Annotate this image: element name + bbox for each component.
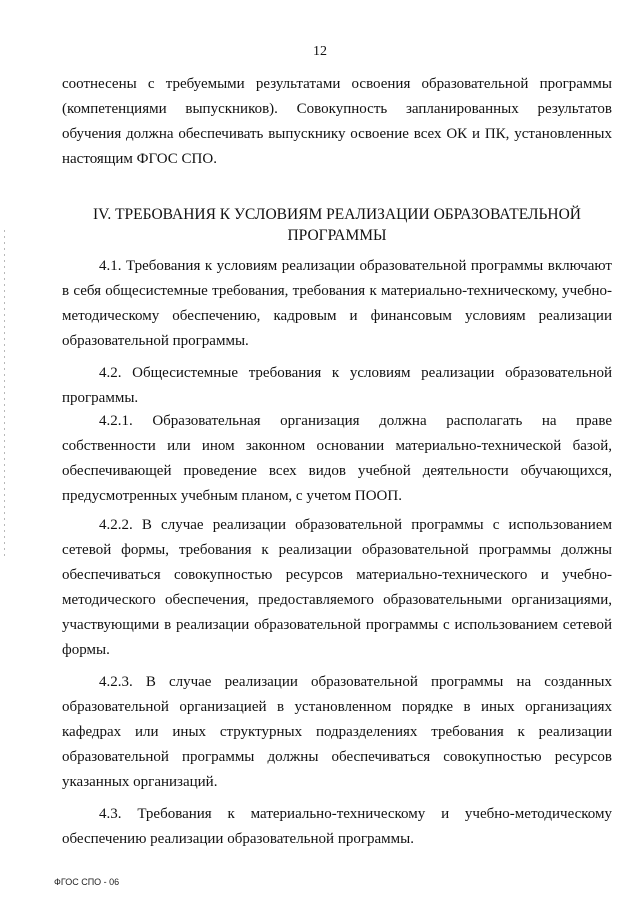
section-heading-line-2: ПРОГРАММЫ bbox=[287, 227, 387, 244]
paragraph-4-2: 4.2. Общесистемные требования к условиям реализации образовательной программы. bbox=[62, 365, 612, 406]
paragraph-4-2-3: 4.2.3. В случае реализации образовательной программы на созданных образовательной организацией в установленном порядке в иных организациях кафедрах или иных структурных подразделениях требования к реализации образовательной программы должны обеспечиваться совокупностью ресурсов указанных организаций. bbox=[62, 674, 612, 790]
paragraph-4-2-2: 4.2.2. В случае реализации образовательной программы с использованием сетевой формы, требования к реализации образовательной программы должны обеспечиваться совокупностью ресурсов материально-технического и учебно-методического обеспечения, предоставляемого образовательными организациями, участвующими в реализации образовательной программы с использованием сетевой формы. bbox=[62, 517, 612, 658]
scan-edge-mark bbox=[4, 230, 5, 560]
paragraph-4-2-1: 4.2.1. Образовательная организация должна располагать на праве собственности или ином законном основании материально-технической базой, обеспечивающей проведение всех видов учебной деятельности обучающихся, предусмотренных учебным планом, с учетом ПООП. bbox=[62, 413, 612, 504]
page-number: 12 bbox=[313, 44, 327, 59]
section-heading-line-1: IV. ТРЕБОВАНИЯ К УСЛОВИЯМ РЕАЛИЗАЦИИ ОБРАЗОВАТЕЛЬНОЙ bbox=[92, 206, 581, 223]
paragraph-intro: соотнесены с требуемыми результатами освоения образовательной программы (компетенциями выпускников). Совокупность запланированных результатов обучения должна обеспечивать выпускнику освоение всех ОК и ПК, установленных настоящим ФГОС СПО. bbox=[62, 76, 612, 167]
paragraph-4-3: 4.3. Требования к материально-техническому и учебно-методическому обеспечению реализации образовательной программы. bbox=[62, 806, 612, 847]
paragraph-4-1: 4.1. Требования к условиям реализации образовательной программы включают в себя общесистемные требования, требования к материально-техническому, учебно-методическому обеспечению, кадровым и финансовым условиям реализации образовательной программы. bbox=[62, 258, 612, 349]
section-heading bbox=[62, 204, 612, 246]
page-footer: ФГОС СПО - 06 bbox=[54, 877, 120, 887]
